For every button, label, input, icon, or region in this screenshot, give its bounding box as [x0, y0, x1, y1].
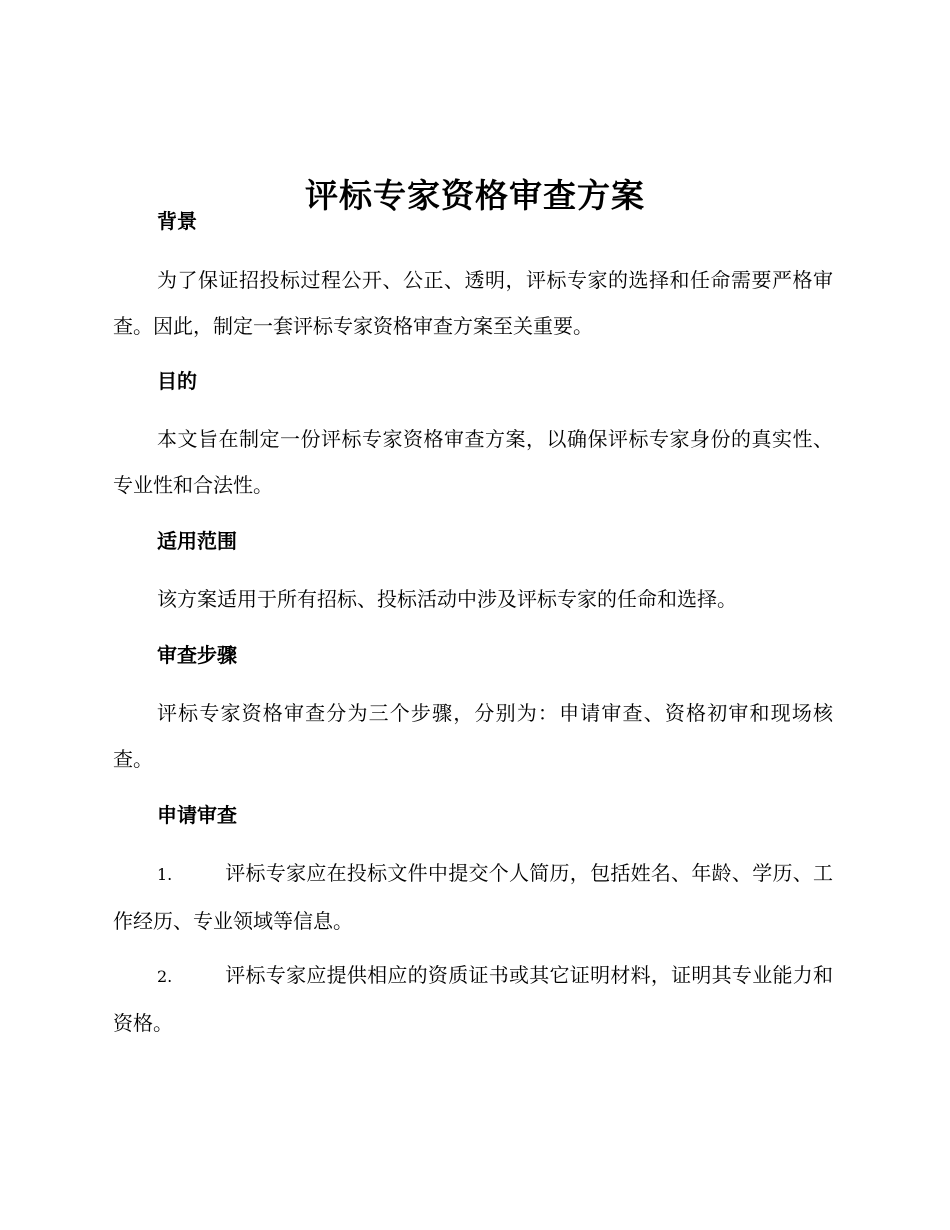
section-text-purpose: 本文旨在制定一份评标专家资格审查方案，以确保评标专家身份的真实性、专业性和合法性。	[113, 427, 833, 497]
section-heading-scope: 适用范围	[157, 529, 237, 553]
section-heading-application-review: 申请审查	[157, 803, 237, 827]
list-item	[113, 952, 833, 1046]
list-item-text: 评标专家应在投标文件中提交个人简历，包括姓名、年龄、学历、工作经历、专业领域等信息。	[113, 861, 833, 933]
list-item-number: 1.	[157, 865, 173, 884]
list-item	[113, 850, 833, 944]
section-heading-steps: 审查步骤	[157, 643, 237, 667]
list-item-number: 2.	[157, 967, 173, 986]
document-title: 评标专家资格审查方案	[305, 176, 645, 216]
section-heading-purpose: 目的	[157, 369, 197, 393]
section-heading-background: 背景	[157, 209, 197, 233]
section-text-steps: 评标专家资格审查分为三个步骤，分别为：申请审查、资格初审和现场核查。	[113, 701, 833, 771]
list-item-text: 评标专家应提供相应的资质证书或其它证明材料，证明其专业能力和资格。	[113, 963, 833, 1035]
section-text-background: 为了保证招投标过程公开、公正、透明，评标专家的选择和任命需要严格审查。因此，制定一套评标专家资格审查方案至关重要。	[113, 268, 833, 338]
section-text-scope: 该方案适用于所有招标、投标活动中涉及评标专家的任命和选择。	[157, 587, 737, 611]
